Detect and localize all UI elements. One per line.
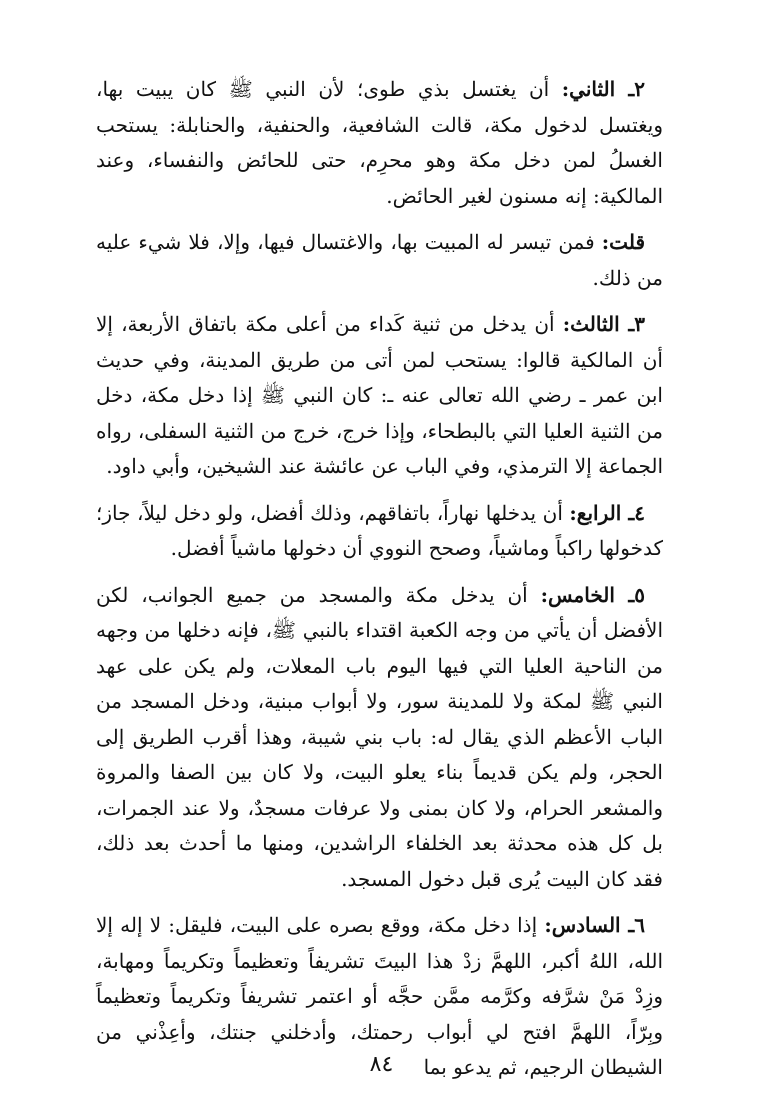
paragraph-fifth-text: أن يدخل مكة والمسجد من جميع الجوانب، لكن الأفضل أن يأتي من وجه الكعبة اقتداء بالنبي ﷺ، فإنه دخلها من وجهه من الناحية العليا التي فيها اليوم باب المعلات، ولم يكن على عهد النبي ﷺ لمكة ولا للمدينة سور، ولا أبواب مبنية، ودخل المسجد من الباب الأعظم الذي يقال له: باب بني شيبة، وهذا أقرب الطريق إلى الحجر، ولم يكن قديماً بناء يعلو البيت، ولا كان بين الصفا والمروة والمشعر الحرام، ولا كان بمنى ولا عرفات مسجدٌ، ولا عند الجمرات، بل كل هذه محدثة بعد الخلفاء الراشدين، ومنها ما أحدث بعد ذلك، فقد كان البيت يُرى قبل دخول المسجد. [96,582,664,891]
paragraph-second [96,72,663,214]
paragraph-fourth-text: أن يدخلها نهاراً، باتفاقهم، وذلك أفضل، ولو دخل ليلاً، جاز؛ كدخولها راكباً وماشياً، وصحح النووي أن دخولها ماشياً أفضل. [96,500,663,560]
paragraph-fourth-heading: ٤ـ الرابع: [569,500,645,525]
paragraph-third-heading: ٣ـ الثالث: [562,312,645,336]
paragraph-second-heading: ٢ـ الثاني: [561,77,645,101]
paragraph-note-heading: قلت: [601,230,645,254]
page-number: ٨٤ [369,1052,394,1077]
paragraph-third [96,307,663,485]
paragraph-fifth-heading: ٥ـ الخامس: [540,582,646,607]
paragraph-sixth-heading: ٦ـ السادس: [544,913,645,937]
paragraph-second-text: أن يغتسل بذي طوى؛ لأن النبي ﷺ كان يبيت بها، ويغتسل لدخول مكة، قالت الشافعية، والحنفية، والحنابلة: يستحب الغسلُ لمن دخل مكة وهو محرِم، حتى للحائض والنفساء، وعند المالكية: إنه مسنون لغير الحائض. [96,77,663,208]
paragraph-third-text: أن يدخل من ثنية كَداء من أعلى مكة باتفاق الأربعة، إلا أن المالكية قالوا: يستحب لمن أتى من طريق المدينة، وفي حديث ابن عمر ـ رضي الله تعالى عنه ـ: كان النبي ﷺ إذا دخل مكة، دخل من الثنية العليا التي بالبطحاء، وإذا خرج، خرج من الثنية السفلى، رواه الجماعة إلا الترمذي، وفي الباب عن عائشة عند الشيخين، وأبي داود. [96,312,663,478]
paragraph-sixth-text: إذا دخل مكة، ووقع بصره على البيت، فليقل: لا إله إلا الله، اللهُ أكبر، اللهمَّ زدْ هذا البيتَ تشريفاً وتعظيماً وتكريماً ومهابة، وزِدْ مَنْ شرَّفه وكرَّمه ممَّن حجَّه أو اعتمر تشريفاً وتكريماً وتعظيماً وبِرّاً، اللهمَّ افتح لي أبواب رحمتك، وأدخلني جنتك، وأعِذْني من الشيطان الرجيم، ثم يدعو بما [96,913,664,1079]
paragraph-fifth [96,578,663,898]
paragraph-fourth [96,496,663,567]
paragraph-note [96,225,663,296]
page-body [96,72,663,1097]
paragraph-note-text: فمن تيسر له المبيت بها، والاغتسال فيها، وإلا، فلا شيء عليه من ذلك. [96,230,663,290]
